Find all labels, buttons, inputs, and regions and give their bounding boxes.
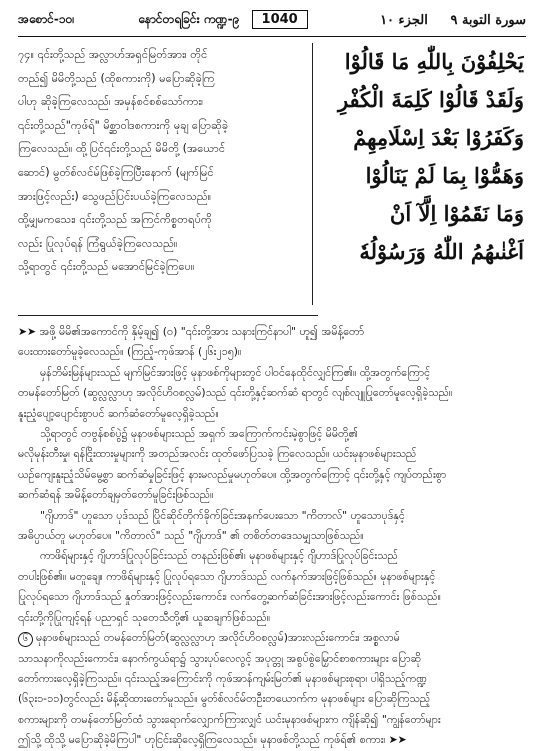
footnote-line: "ဂျိဟာဒ်" ဟူသော ပုဒ်သည် ပြိုင်ဆိုင်တိုက်ခိုက်ခြင်းအနက်ပေးသော "ကိတာလ်" ဟူသောပုဒ်နှင့် xyxy=(40,508,405,522)
footnote-section xyxy=(18,322,526,751)
arabic-verse-line: وَهَمُّوْا بِمَا لَمْ يَنَالُوْا xyxy=(365,163,524,188)
arabic-verse-line: وَكَفَرُوْا بَعْدَ اِسْلَامِهِمْ xyxy=(353,125,524,150)
arabic-column xyxy=(317,43,526,305)
footnote-line: တော်ကားလေ့ရှိခဲ့ကြသည်။ ၎င်းသည့်အကြောင်းကို ကုဖ်အာန်ကျမ်းမြတ်၏ မုနာဖစ်များစုရာ၊ ပါရှိသည့်ကဏ္ဍ xyxy=(18,671,428,685)
arabic-header xyxy=(336,13,526,28)
footnote-line: မှန်ဘိမ်းမြန်များသည် မျက်မြင်အားဖြင့် မုနာဖစ်ကိုများတွင် ပါဝင်နေထိုင်လျှင်ကြ၏။ ထို့အတွက်ကြောင့် xyxy=(40,365,431,379)
translation-line: ဆောင်) မွတ်စ်လင်မ်ဖြစ်ခဲ့ကြပြီးနောက် (မျက်မြင် xyxy=(18,165,214,179)
footnote-line: သို့ရာတွင် တဗွန်စစ်ပွဲ၌ မုနာဖစ်များသည် အရှက် အကြောက်ကင်းမဲ့စွာဖြင့် မိမိတို့၏ xyxy=(40,427,359,441)
translation-line: ၎င်းတို့သည်"ကုဖ်ရ်" မိစ္ဆာဝါဒစကားကို မုချ ပြောဆိုခဲ့ xyxy=(18,118,229,132)
translation-column xyxy=(18,43,308,305)
translation-line: ကြလေသည်။ ထို့ပြင်၎င်းတို့သည် မိမိတို့ (အယောင် xyxy=(18,142,226,156)
column-divider xyxy=(312,43,313,305)
translation-line: ၇၄။ ၎င်းတို့သည် အလ္လာဟ်အရှင်မြတ်အား၊ တိုင် xyxy=(18,48,208,61)
translation-line: လည်း ပြုလုပ်ရန် ကြံရွယ်ခဲ့ကြလေသည်။ xyxy=(18,236,178,250)
arabic-verse-line: اَغْنٰىهُمُ اللّٰهُ وَرَسُوْلُهٗ xyxy=(359,239,524,264)
translation-line: ထို့မျှမကသေး၊ ၎င်းတို့သည် အကြင်ကိစ္စတရပ်ကို xyxy=(18,213,212,227)
footnote-line: ယဉ်ကျေးနူးညံ့သိမ်မွေ့စွာ ဆက်ဆံမှုခြင်းဖြင့် နားမလည်မှုမဟုတ်ပေ။ ထို့အတွက်ကြောင့် ၎င်းတို့နှင့် ကျပ်တည်းစွာ xyxy=(18,467,447,481)
page-header xyxy=(18,6,526,34)
footnote-line: စကားများကို တမန်တော်မြတ်ထံ သွားရောက်လျှောက်ကြားလျှင် ယင်းမုနာဖစ်များက ကျိန်ဆို၍ "ကျွန်တော်များ xyxy=(18,712,441,726)
footnote-line: ➤➤ အဖို့ မိမိ၏အကောင်ကို နှိမ့်ချ၍ (ဝ) "၎င်းတို့အား သနားကြင်နာပါ" ဟူ၍ အမိန့်တော် xyxy=(18,325,365,338)
footnote-line-numbered xyxy=(18,628,526,648)
footnote-line: ဤသို့ ထိုသို့ မပြောဆိုခဲ့မိကြပါ" ဟုငြင်းဆိုလေ့ရှိကြလေသည်။ မုနာဖစ်တို့သည် ကုဖ်ရ်၏ စကား၊ ➤➤ xyxy=(18,733,407,747)
verse-section xyxy=(18,43,526,305)
footnote-line: အဓိပ္ပာယ်တူ မဟုတ်ပေ။ "ကိတာလ်" သည် "ဂျိဟာဒ်" ၏ တစိတ်တဒေသမျှသာဖြစ်သည်။ xyxy=(18,529,364,543)
footnote-line: သာသနာကိုလည်းကောင်း၊ နောက်ကွယ်ရာ၌ သွားပုပ်လေလွင့် အပုတ္တု အစွပ်စွဲမြှောင်စာစကားများ ပြောဆို xyxy=(18,651,421,665)
section-label xyxy=(118,11,336,29)
page-number: 1040 xyxy=(252,10,308,29)
footnote-line: တပါးဖြစ်၏။ မတူချေ။ ကာဖိရ်များနှင့် ပြုလုပ်ရသော ဂျိဟာဒ်သည် လက်နက်အားဖြင့်ဖြစ်သည်။ မုနာဖစ်များနှင့် xyxy=(18,569,436,583)
footnote-line: (၆၃း၁-၁၁)တွင်လည်း မိန့်ဆိုထားတော်မူသည်။ မွတ်စ်လင်မ်တဦးတယောက်က မုနာဖစ်များ ပြောဆိုကြသည့် xyxy=(18,692,431,706)
footnote-number-marker: ၆ xyxy=(18,632,33,647)
footnote-line-text: မုနာဖစ်များသည် တမန်တော်မြတ်(ဆွလ္လလ္လာဟု အလိုင်ဟိဝစလ္လမ်)အားလည်းကောင်း၊ အစ္စလာမ် xyxy=(36,631,400,645)
surah-label: سورة التوبة ٩ xyxy=(450,12,526,28)
footnote-divider xyxy=(18,315,318,316)
footnote-line: တမန်တော်မြတ် (ဆွလ္လလ္လာဟု အလိုင်ဟိဝစလ္လမ်)သည် ၎င်းတို့နှင့်ဆက်ဆံ ရာတွင် လျစ်လျူပြုတော်မူလေ့ရှိခဲ့သည်။ xyxy=(18,386,453,400)
juz-label: الجزء ١٠ xyxy=(380,12,428,28)
footnote-line: ၎င်းတို့ကိုပြုကျင့်ရန် ပညာရှင် သုတေသီတို့၏ ယူဆချက်ဖြစ်သည်။ xyxy=(18,610,271,624)
footnote-line: ကာဖိရ်များနှင့် ဂျိဟာဒ်ပြုလုပ်ခြင်းသည် တနည်းဖြစ်၏၊ မုနာဖစ်များနှင့် ဂျိဟာဒ်ပြုလုပ်ခြင်းသည် xyxy=(40,549,398,563)
arabic-verse-line: وَلَقَدْ قَالُوْا كَلِمَةَ الْكُفْرِ xyxy=(337,87,524,112)
footnote-line: ဆက်ဆံရန် အမိန့်တော်ချမှတ်တော်မူခြင်းဖြစ်သည်။ xyxy=(18,488,214,502)
footnote-line: မလိုမုန်းတီးမှု၊ ရန်ငြိုးထားမှုများကို အတည်အလင်း ထုတ်ဖော်ပြသခဲ့ ကြလေသည်။ ယင်းမုနာဖစ်များသည် xyxy=(18,447,417,461)
footnote-line: ပြုလုပ်ရသော ဂျိဟာဒ်သည် နှုတ်အားဖြင့်လည်းကောင်း၊ လက်တွေ့ဆက်ဆံခြင်းအားဖြင့်လည်းကောင်း ဖြစ်သည်။ xyxy=(18,590,441,604)
header-rule xyxy=(18,36,526,37)
arabic-verse-line: وَمَا نَقَمُوْا اِلَّآ اَنْ xyxy=(389,201,524,226)
volume-label: အစောင်-၁၀၊ xyxy=(18,12,75,26)
translation-line: အားဖြင့်လည်း) သွေဖည်ပြင်းပယ်ခဲ့ကြလေသည်။ xyxy=(18,189,212,203)
arabic-verse-line: يَحْلِفُوْنَ بِاللّٰهِ مَا قَالُوْا xyxy=(344,49,524,74)
section-title: နောင်တရခြင်း ကဏ္ဍ-၉ xyxy=(138,12,240,26)
footnote-line: ပေးထားတော်မူခဲ့လေသည်။ (ကြည့်-ကုဖ်အာန် (၂၆း၂၁၅)။ xyxy=(18,345,242,359)
footnote-line: နူးညံ့ပျော့ပျောင်းစွာပင် ဆက်ဆံတော်မူလေ့ရှိခဲ့သည်။ xyxy=(18,406,219,420)
translation-line: သို့ရာတွင် ၎င်းတို့သည် မအောင်မြင်ခဲ့ကြပေ။ xyxy=(18,260,195,274)
translation-line: ပါဟု ဆိုခဲ့ကြလေသည်၊ အမှန်စင်စစ်သော်ကား၊ xyxy=(18,95,204,109)
translation-line: တည်၍ မိမိတို့သည် (ထိုစကားကို) မပြောဆိုခဲ့ကြ xyxy=(18,71,215,85)
